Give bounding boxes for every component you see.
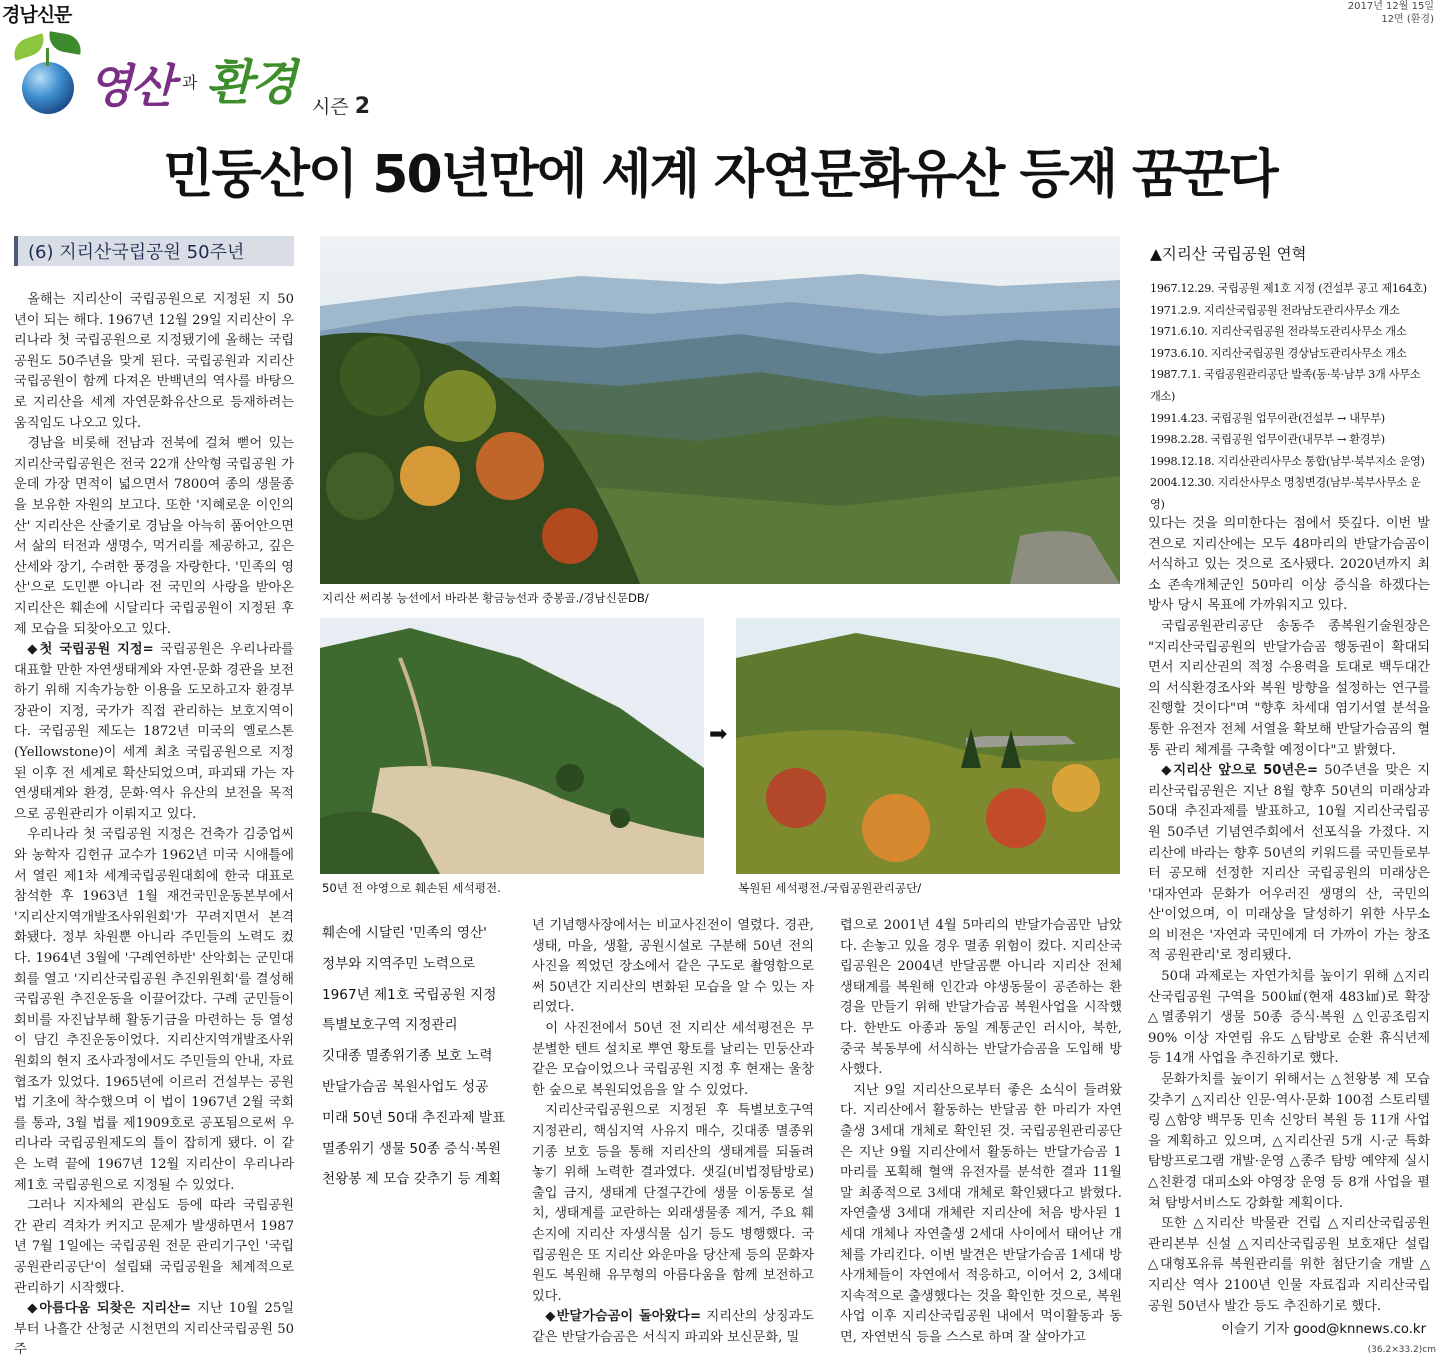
paragraph: 올해는 지리산이 국립공원으로 지정된 지 50년이 되는 해다. 1967년 12월 29일 지리산이 우리나라 첫 국립공원으로 지정됐기에 올해는 국립공원도 50주년을 맞게 된다. 국립공원과 지리산국립공원이 함께 다져온 반백년의 역사를 바탕으로 지리산을 세계 자연문화유산으로 등재하려는 움직임도 나오고 있다. bbox=[14, 292, 294, 431]
sprout-stem-icon bbox=[46, 48, 49, 66]
article-headline: 민둥산이 50년만에 세계 자연문화유산 등재 꿈꾼다 bbox=[163, 145, 1277, 205]
paragraph-text: 50주년을 맞은 지리산국립공원은 지난 8월 향후 50년의 미래상과 50대 추진과제를 발표하고, 10월 지리산국립공원 50주년 기념연주회에서 선포식을 가졌다. 지리산에 바라는 향후 50년의 키워드를 국민들로부터 공모해 선정한 지리산 국립공원의 미래상은 '대자연과 문화가 어우러진 생명의 산, 국민의 산'이었으며, 이 미래상을 달성하기 위한 사무소의 비전은 '자연과 국민에게 더 가까이 가는 창조적 공원관리'로 정리됐다. bbox=[1148, 763, 1430, 964]
section-lead: ◆첫 국립공원 지정= bbox=[27, 642, 154, 658]
paragraph: 지리산국립공원으로 지정된 후 특별보호구역 지정관리, 핵심지역 사유지 매수, 깃대종 멸종위기종 보호 등을 통해 지리산의 생태계를 되돌려 놓기 위해 노력한 결과였다. 샛길(비법정탐방로) 출입 금지, 생태계 단절구간에 생물 이동통로 설치, 생태계를 교란하는 외래생물종 제거, 주요 훼손지에 지리산 자생식물 심기 등도 병행했다. 국립공원은 또 지리산 와운마을 당산제 등의 문화자원도 복원해 유무형의 아름다움을 함께 보전하고 있다. bbox=[532, 1103, 814, 1304]
article-column-1 bbox=[14, 290, 294, 1359]
season-number: 2 bbox=[354, 94, 371, 119]
newspaper-masthead: 경남신문 bbox=[2, 4, 72, 26]
series-subhead: (6) 지리산국립공원 50주년 bbox=[14, 236, 294, 266]
highlight-line: 1967년 제1호 국립공원 지정 bbox=[322, 986, 497, 1003]
highlight-line: 깃대종 멸종위기종 보호 노력 bbox=[322, 1048, 493, 1065]
article-highlights bbox=[322, 918, 518, 1195]
article-column-3 bbox=[532, 916, 814, 1348]
arrow-right-icon: ➡ bbox=[709, 722, 728, 747]
paragraph: 지난 9일 지리산으로부터 좋은 소식이 들려왔다. 지리산에서 활동하는 반달곰 한 마리가 자연출생 3세대 개체로 확인된 것. 국립공원관리공단은 지난 9월 지리산에서 활동하는 반달가슴곰 1마리를 포획해 혈액 유전자를 분석한 결과 11월 말 최종적으로 3세대 개체로 확인됐다고 밝혔다. 자연출생 3세대 개체란 지리산에 처음 방사된 1세대 개체나 자연출생 2세대 사이에서 태어난 개체를 가리킨다. 이번 발견은 반달가슴곰 1세대 방사개체들이 자연에서 적응하고, 이어서 2, 3세대 지속적으로 출생했다는 것을 확인한 것으로, 복원사업 이후 지리산국립공원 내에서 먹이활동과 동면, 자연번식 등을 스스로 하며 잘 살아가고 bbox=[840, 1082, 1122, 1345]
paragraph: 50대 과제로는 자연가치를 높이기 위해 △지리산국립공원 구역을 500㎢(현재 483㎢)로 확장 △멸종위기 생물 50종 증식·복원 △인공조림지 90% 이상 자연림 유도 △탐방로 순환 휴식년제 등 14개 사업을 추진하기로 했다. bbox=[1148, 969, 1430, 1067]
page-section: 12면 (환경) bbox=[1381, 14, 1434, 25]
timeline-item: 1973.6.10. 지리산국립공원 경상남도관리사무소 개소 bbox=[1150, 346, 1407, 360]
series-title-word2: 환경 bbox=[206, 55, 295, 111]
paragraph-text: 지리산의 상징과도 같은 반달가슴곰은 서식지 파괴와 보신문화, 밀 bbox=[532, 1309, 814, 1345]
history-timeline bbox=[1150, 238, 1430, 516]
reporter-byline: 이슬기 기자 good@knnews.co.kr bbox=[1221, 1322, 1426, 1337]
paragraph: 년 기념행사장에서는 비교사진전이 열렸다. 경관, 생태, 마을, 생활, 공원시설로 구분해 50년 전의 사진을 찍었던 장소에서 같은 구도로 촬영함으로써 50년간 지리산의 변화된 모습을 알 수 있는 자리였다. bbox=[532, 918, 814, 1016]
highlight-line: 미래 50년 50대 추진과제 발표 bbox=[322, 1109, 506, 1126]
timeline-item: 1998.12.18. 지리산관리사무소 통합(남부·북부지소 운영) bbox=[1150, 454, 1425, 468]
paragraph bbox=[14, 640, 294, 825]
timeline-item: 1987.7.1. 국립공원관리공단 발족(동·북·남부 3개 사무소 개소) bbox=[1150, 368, 1421, 403]
highlight-line: 반달가슴곰 복원사업도 성공 bbox=[322, 1078, 489, 1095]
paragraph: 렵으로 2001년 4월 5마리의 반달가슴곰만 남았다. 손놓고 있을 경우 멸종 위험이 컸다. 지리산국립공원은 2004년 반달곰뿐 아니라 지리산 전체 생태계를 복원해 인간과 야생동물이 공존하는 환경을 만들기 위해 반달가슴곰 복원사업을 시작했다. 한반도 아종과 동일 계통군인 러시아, 북한, 중국 북동부에 서식하는 반달가슴곰을 도입해 방사했다. bbox=[840, 918, 1122, 1078]
section-lead: ◆아름다움 되찾은 지리산= bbox=[27, 1301, 191, 1317]
paragraph-text: 지난 10월 25일부터 나흘간 산청군 시천면의 지리산국립공원 50주 bbox=[14, 1301, 295, 1358]
timeline-item: 1998.2.28. 국립공원 업무이관(내무부 → 환경부) bbox=[1150, 433, 1385, 447]
timeline-item: 1991.4.23. 국립공원 업무이관(건설부 → 내무부) bbox=[1150, 411, 1385, 425]
publication-date: 2017년 12월 15일 bbox=[1347, 1, 1434, 12]
paragraph: 국립공원관리공단 송동주 종복원기술원장은 "지리산국립공원의 반달가슴곰 행동권이 확대되면서 지리산권의 적정 수용력을 토대로 백두대간의 서식환경조사와 복원 방향을 설정하는 연구를 진행할 것이다"며 "향후 차세대 염기서열 분석을 통한 유전자 전체 서열을 확보해 반달가슴곰의 혈통 관리 체계를 구축할 예정이다"고 밝혔다. bbox=[1148, 618, 1430, 758]
series-season bbox=[312, 92, 370, 119]
paragraph: 그러나 지자체의 관심도 등에 따라 국립공원 간 관리 격차가 커지고 문제가 발생하면서 1987년 7월 1일에는 국립공원 전문 관리기구인 '국립공원관리공단'이 설립돼 국립공원을 체계적으로 관리하기 시작했다. bbox=[14, 1198, 294, 1296]
photo-caption-before: 50년 전 야영으로 훼손된 세석평전. bbox=[322, 881, 501, 895]
sprout-leaf-icon bbox=[10, 33, 48, 61]
season-label: 시즌 bbox=[312, 96, 349, 118]
after-restoration-photo bbox=[736, 618, 1120, 874]
paragraph-text: 국립공원은 우리나라를 대표할 만한 자연생태계와 자연·문화 경관을 보전하기 위해 지속가능한 이용을 도모하고자 환경부장관이 지정, 국가가 직접 관리하는 보호지역이다. 국립공원 제도는 1872년 미국의 옐로스톤(Yellowstone)이 세계 최초 국립공원으로 지정된 이후 전 세계로 확산되었으며, 파괴돼 가는 자연생태계와 환경, 문화·역사 유산의 보전을 목적으로 공원관리가 이뤄지고 있다. bbox=[14, 642, 294, 822]
paragraph bbox=[14, 1299, 294, 1359]
paragraph bbox=[1148, 761, 1430, 967]
paragraph: 있다는 것을 의미한다는 점에서 뜻깊다. 이번 발견으로 지리산에는 모두 48마리의 반달가슴곰이 서식하고 있는 것으로 조사됐다. 2020년까지 최소 존속개체군인 50마리 이상 증식을 하겠다는 방사 당시 목표에 가까워지고 있다. bbox=[1148, 516, 1430, 614]
section-lead: ◆지리산 앞으로 50년은= bbox=[1161, 763, 1319, 779]
mountain-ridge-photo bbox=[320, 236, 1120, 584]
highlight-line: 정부와 지역주민 노력으로 bbox=[322, 955, 476, 972]
timeline-item: 1971.6.10. 지리산국립공원 전라북도관리사무소 개소 bbox=[1150, 325, 1407, 339]
publication-info bbox=[1348, 0, 1434, 26]
before-restoration-photo bbox=[320, 618, 704, 874]
series-title-word1: 영산 bbox=[88, 59, 173, 113]
photo-caption-main: 지리산 써리봉 능선에서 바라본 황금능선과 중봉골./경남신문DB/ bbox=[322, 591, 649, 605]
article-column-4 bbox=[840, 916, 1122, 1348]
paragraph: 우리나라 첫 국립공원 지정은 건축가 김중업씨와 농학자 김헌규 교수가 1962년 미국 시애틀에서 열린 제1차 세계국립공원대회에 한국 대표로 참석한 후 1963년 1월 재건국민운동본부에서 '지리산지역개발조사위원회'가 꾸려지면서 본격화됐다. 정부 차원뿐 아니라 주민들의 노력도 컸다. 1964년 3월에 '구례연하반' 산악회는 군민대회를 열고 '지리산국립공원 추진위원회'를 결성해 국립공원 추진운동을 이끌어갔다. 구례 군민들이 회비를 자진납부해 활동기금을 마련하는 등 열성이 담긴 추진운동이었다. 지리산지역개발조사위원회의 현지 조사과정에서도 주민들의 안내, 자료협조가 있었다. 1965년에 이르러 건설부는 공원법 기초에 착수했으며 이 법이 1967년 2월 국회를 통과, 3월 법률 제1909호로 공포됨으로써 우리나라 국립공원제도의 틀이 잡히게 됐다. 이 같은 노력 끝에 1967년 12월 지리산이 우리나라 제1호 국립공원으로 지정될 수 있었다. bbox=[14, 827, 294, 1193]
series-title-and: 과 bbox=[182, 73, 198, 92]
timeline-item: 2004.12.30. 지리산사무소 명칭변경(남부·북부사무소 운영) bbox=[1150, 476, 1421, 511]
paragraph bbox=[532, 1307, 814, 1348]
sprout-leaf-icon bbox=[47, 31, 84, 55]
timeline-item: 1971.2.9. 지리산국립공원 전라남도관리사무소 개소 bbox=[1150, 303, 1400, 317]
highlight-line: 훼손에 시달린 '민족의 영산' bbox=[322, 925, 487, 941]
highlight-line: 멸종위기 생물 50종 증식·복원 bbox=[322, 1140, 502, 1157]
paragraph: 문화가치를 높이기 위해서는 △천왕봉 제 모습 갖추기 △지리산 인문·역사·문화 100점 스토리텔링 △함양 백무동 민속 신앙터 복원 등 11개 사업을 계획하고 있으며, △지리산권 5개 시·군 특화 탐방프로그램 개발·운영 △종주 탐방 예약제 실시 △친환경 대피소와 야영장 운영 등 8개 사업을 펼쳐 탐방서비스도 강화할 계획이다. bbox=[1148, 1072, 1430, 1211]
paragraph: 또한 △지리산 박물관 건립 △지리산국립공원 관리본부 신설 △지리산국립공원 보호재단 설립 △대형포유류 복원관리를 위한 첨단기술 개발 △지리산 역사 2100년 인물 자료집과 지리산국립공원 50년사 발간 등도 추진하기로 했다. bbox=[1148, 1216, 1430, 1314]
highlight-line: 천왕봉 제 모습 갖추기 등 계획 bbox=[322, 1171, 502, 1188]
highlight-line: 특별보호구역 지정관리 bbox=[322, 1017, 458, 1034]
photo-caption-after: 복원된 세석평전./국립공원관리공단/ bbox=[738, 881, 922, 895]
globe-icon bbox=[22, 62, 74, 114]
timeline-item: 1967.12.29. 국립공원 제1호 지정 (건설부 공고 제164호) bbox=[1150, 282, 1427, 295]
paragraph: 이 사진전에서 50년 전 지리산 세석평전은 무분별한 텐트 설치로 뿌연 황토를 날리는 민둥산과 같은 모습이었으나 국립공원 지정 후 현재는 울창한 숲으로 복원되었음을 알 수 있었다. bbox=[532, 1020, 814, 1098]
article-column-5 bbox=[1148, 514, 1430, 1317]
print-size-note: (36.2×33.2)cm bbox=[1367, 1345, 1436, 1355]
paragraph: 경남을 비롯해 전남과 전북에 걸쳐 뻗어 있는 지리산국립공원은 전국 22개 산악형 국립공원 가운데 가장 면적이 넓으면서 7800여 종의 생물종을 보유한 자원의 보고다. 또한 '지혜로운 이인의 산' 지리산은 산줄기로 경남을 아늑히 품어안으면서 삶의 터전과 생명수, 먹거리를 제공하고, 깊은 산세와 장기, 수려한 풍경을 자랑한다. '민족의 영산'으로 도민뿐 아니라 전 국민의 사랑을 받아온 지리산은 훼손에 시달리다 국립공원이 지정된 후 제 모습을 되찾아오고 있다. bbox=[14, 436, 294, 637]
timeline-title: ▲지리산 국립공원 연혁 bbox=[1150, 245, 1307, 263]
section-lead: ◆반달가슴곰이 돌아왔다= bbox=[545, 1309, 702, 1325]
